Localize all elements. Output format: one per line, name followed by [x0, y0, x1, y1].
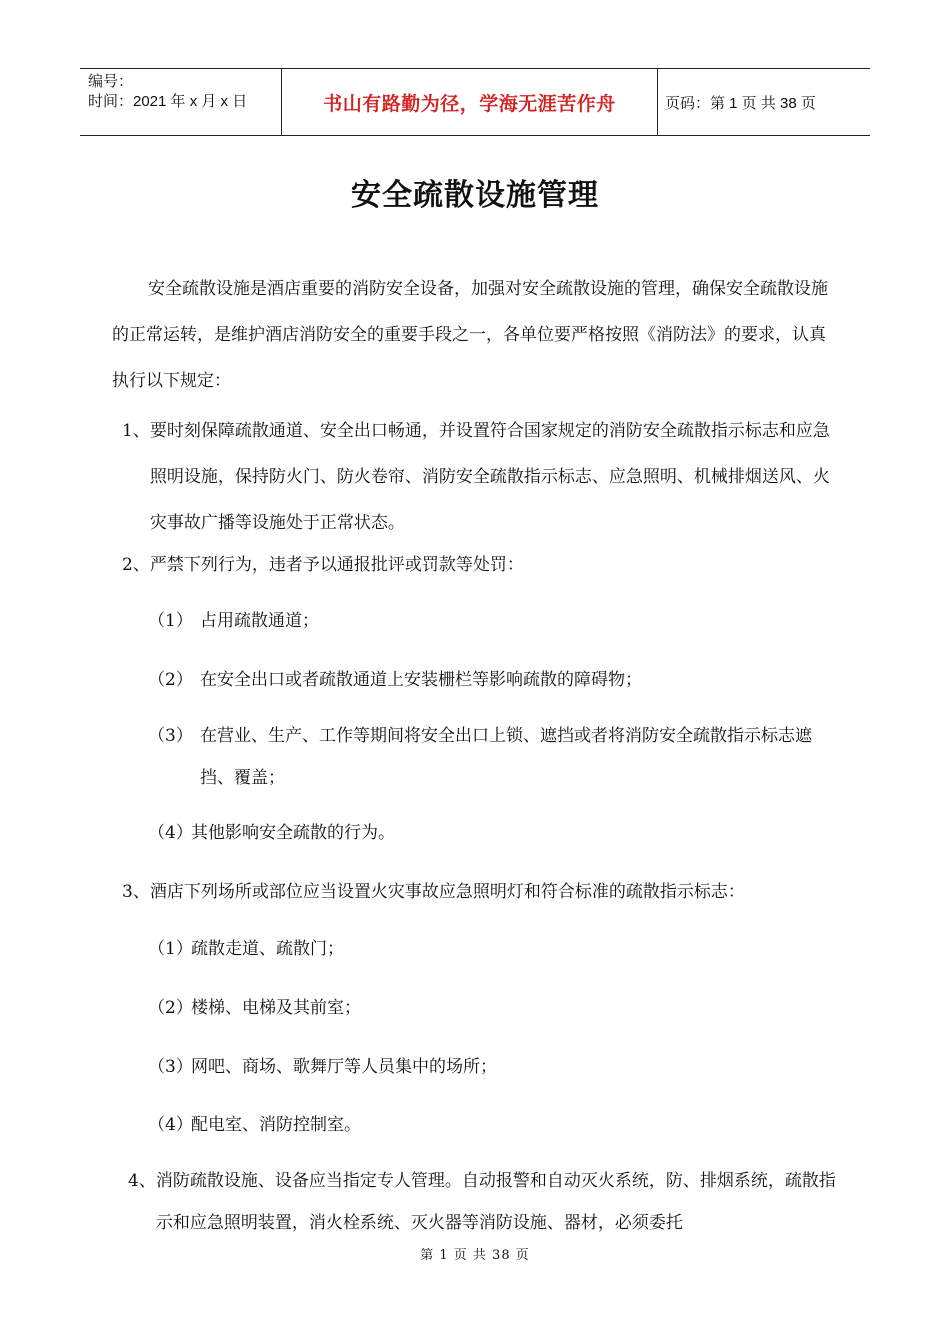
header-page-info-cell [658, 69, 870, 135]
header-page-info: 页码：第 1 页 共 38 页 [665, 94, 816, 112]
sub-item [148, 810, 840, 856]
list-item [128, 1160, 840, 1244]
document-title: 安全疏散设施管理 [351, 178, 599, 213]
sub-item-number: （1） [148, 939, 193, 959]
sub-item-text: 网吧、商场、歌舞厅等人员集中的场所； [191, 1057, 497, 1077]
sub-item [148, 926, 840, 972]
sub-item-text: 楼梯、电梯及其前室； [191, 998, 361, 1018]
page-footer: 第 1 页 共 38 页 [420, 1248, 530, 1263]
sub-item [148, 715, 840, 799]
sub-item-number: （3） [148, 726, 193, 746]
list-item [122, 542, 840, 588]
list-item-text: 严禁下列行为，违者予以通报批评或罚款等处罚： [149, 555, 524, 575]
list-item-text: 消防疏散设施、设备应当指定专人管理。自动报警和自动灭火系统，防、排烟系统，疏散指示和应急照明装置，消火栓系统、灭火器等消防设施、器材，必须委托 [155, 1171, 836, 1233]
sub-item-number: （2） [148, 998, 193, 1018]
list-item-number: 4、 [128, 1171, 156, 1191]
intro-paragraph: 安全疏散设施是酒店重要的消防安全设备，加强对安全疏散设施的管理，确保安全疏散设施的正常运转，是维护酒店消防安全的重要手段之一，各单位要严格按照《消防法》的要求，认真执行以下规定： [112, 279, 828, 391]
sub-item-text: 配电室、消防控制室。 [191, 1115, 361, 1135]
header-meta-cell [80, 69, 282, 135]
list-item-text: 酒店下列场所或部位应当设置火灾事故应急照明灯和符合标准的疏散指示标志： [149, 882, 745, 902]
header-table [80, 68, 870, 136]
sub-item-text: 疏散走道、疏散门； [191, 939, 344, 959]
sub-item [148, 985, 840, 1031]
sub-item-number: （3） [148, 1057, 193, 1077]
list-item-number: 1、 [122, 421, 150, 441]
sub-item-number: （2） [148, 670, 193, 690]
sub-item [148, 1044, 840, 1090]
list-item [122, 408, 840, 546]
sub-item-number: （4） [148, 823, 193, 843]
document-time-label: 时间：2021 年 x 月 x 日 [88, 93, 248, 110]
list-item-text: 要时刻保障疏散通道、安全出口畅通，并设置符合国家规定的消防安全疏散指示标志和应急照明设施，保持防火门、防火卷帘、消防安全疏散指示标志、应急照明、机械排烟送风、火灾事故广播等设施处于正常状态。 [149, 421, 830, 533]
sub-item-number: （4） [148, 1115, 193, 1135]
sub-item-text: 其他影响安全疏散的行为。 [191, 823, 395, 843]
sub-item [148, 657, 840, 703]
sub-item [148, 1102, 840, 1148]
document-number-label: 编号： [88, 73, 134, 90]
header-motto: 书山有路勤为径，学海无涯苦作舟 [323, 92, 616, 115]
sub-item-text: 在营业、生产、工作等期间将安全出口上锁、遮挡或者将消防安全疏散指示标志遮挡、覆盖； [200, 726, 812, 788]
sub-item-text: 在安全出口或者疏散通道上安装栅栏等影响疏散的障碍物； [200, 670, 642, 690]
list-item-number: 3、 [122, 882, 150, 902]
sub-item-number: （1） [148, 611, 193, 631]
header-motto-cell [282, 69, 658, 135]
list-item [122, 869, 840, 915]
sub-item [148, 598, 840, 644]
list-item-number: 2、 [122, 555, 150, 575]
sub-item-text: 占用疏散通道； [200, 611, 319, 631]
